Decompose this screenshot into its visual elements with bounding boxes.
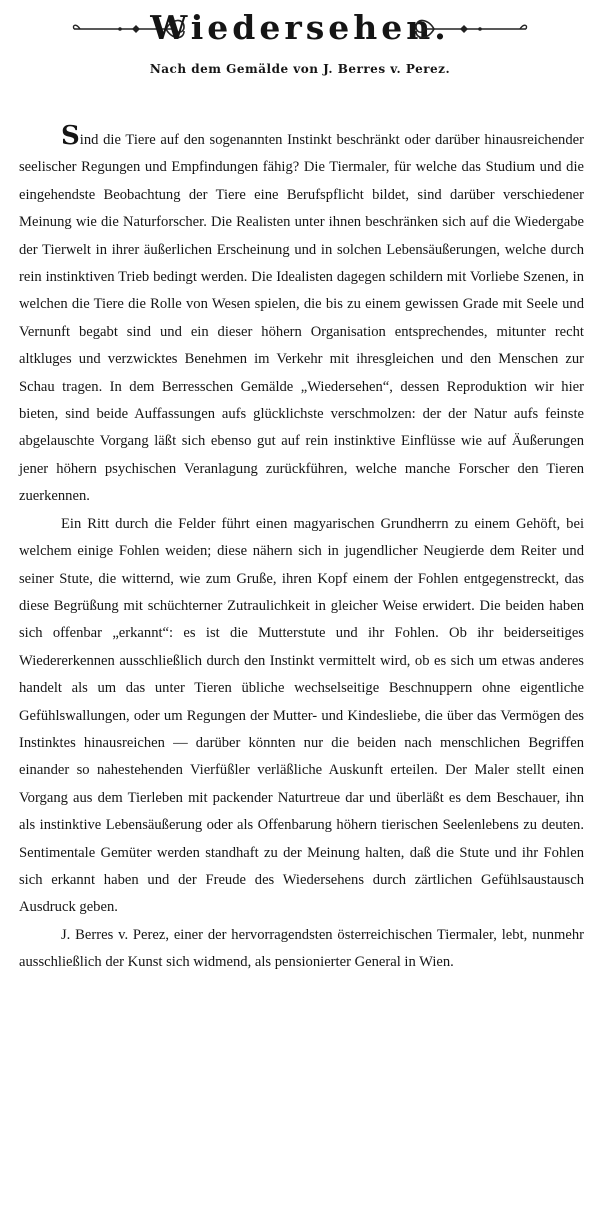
paragraph-3: J. Berres v. Perez, einer der hervorragendsten österreichischen Tiermaler, lebt, nunmehr ausschließlich der Kunst sich widmend, als pensionierter General in Wien. bbox=[19, 926, 584, 971]
paragraph-2: Ein Ritt durch die Felder führt einen magyarischen Grundherrn zu einem Gehöft, bei welchem einige Fohlen weiden; diese nähern sich in jugendlicher Neugierde dem Reiter und seiner Stute, die witternd, wie zum Gruße, ihren Kopf einem der Fohlen entgegenstreckt, das diese Begrüßung mit schüchterner Zutraulichkeit in gleicher Weise erwidert. Die beiden haben sich offenbar „erkannt“: es ist die Mutterstute und ihr Fohlen. Ob ihr beiderseitiges Wiedererkennen ausschließlich durch den Instinkt vermittelt wird, ob es sich um etwas anderes handelt als um das unter Tieren übliche wechselseitige Beschnuppern ohne eigentliche Gefühlswallungen, oder um Regungen der Mutter- und Kindesliebe, die über das Vermögen des Instinktes hinausreichen — darüber könnten nur die beiden nach menschlichen Begriffen einander so nahestehenden Vierfüßler verläßliche Auskunft erteilen. Der Maler stellt einen Vorgang aus dem Tierleben mit packender Naturtreue dar und überläßt es dem Beschauer, ihn als instinktive Lebensäußerung oder als Offenbarung höhern tierischen Seelenlebens zu deuten. Sentimentale Gemüter werden standhaft zu der Meinung halten, daß die Stute und ihr Fohlen sich erkannt haben und der Freude des Wiedersehens durch zärtlichen Gefühlsaustausch Ausdruck geben. bbox=[19, 515, 584, 916]
paragraph-1 bbox=[19, 121, 584, 511]
article-body bbox=[19, 121, 584, 977]
article-subtitle: Nach dem Gemälde von J. Berres v. Perez. bbox=[149, 62, 451, 76]
initial-letter: S bbox=[61, 121, 80, 151]
right-flourish-icon bbox=[410, 12, 530, 46]
article-title: Wiedersehen. bbox=[150, 8, 450, 47]
article-header bbox=[0, 6, 600, 50]
paragraph-1-text: ind die Tiere auf den sogenannten Instinkt beschränkt oder darüber hinausreichender seelischer Regungen und Empfindungen fähig? Die Tiermaler, für welche das Studium und die eingehendste Beobachtung der Tiere eine Berufspflicht bildet, sind darüber verschiedener Meinung wie die Naturforscher. Die Realisten unter ihnen beschränken sich auf die Wiedergabe der Tierwelt in ihrer äußerlichen Erscheinung und in solchen Lebensäußerungen, welche durch rein instinktiven Trieb bedingt werden. Die Idealisten dagegen schildern mit Vorliebe Szenen, in welchen die Tiere die Rolle von Wesen spielen, die bis zu einem gewissen Grade mit Seele und Vernunft begabt sind und ein dieser höhern Organisation entsprechendes, mitunter recht altkluges und verzwicktes Benehmen im Verkehr mit ihresgleichen und den Menschen zur Schau tragen. In dem Berresschen Gemälde „Wiedersehen“, dessen Reproduktion wir hier bieten, sind beide Auffassungen aufs glücklichste verschmolzen: der der Natur aufs feinste abgelauschte Vorgang läßt sich ebenso gut auf rein instinktive Einflüsse wie auf Äußerungen jener höhern psychischen Veranlagung zurückführen, welche manche Forscher den Tieren zuerkennen. bbox=[19, 132, 584, 505]
